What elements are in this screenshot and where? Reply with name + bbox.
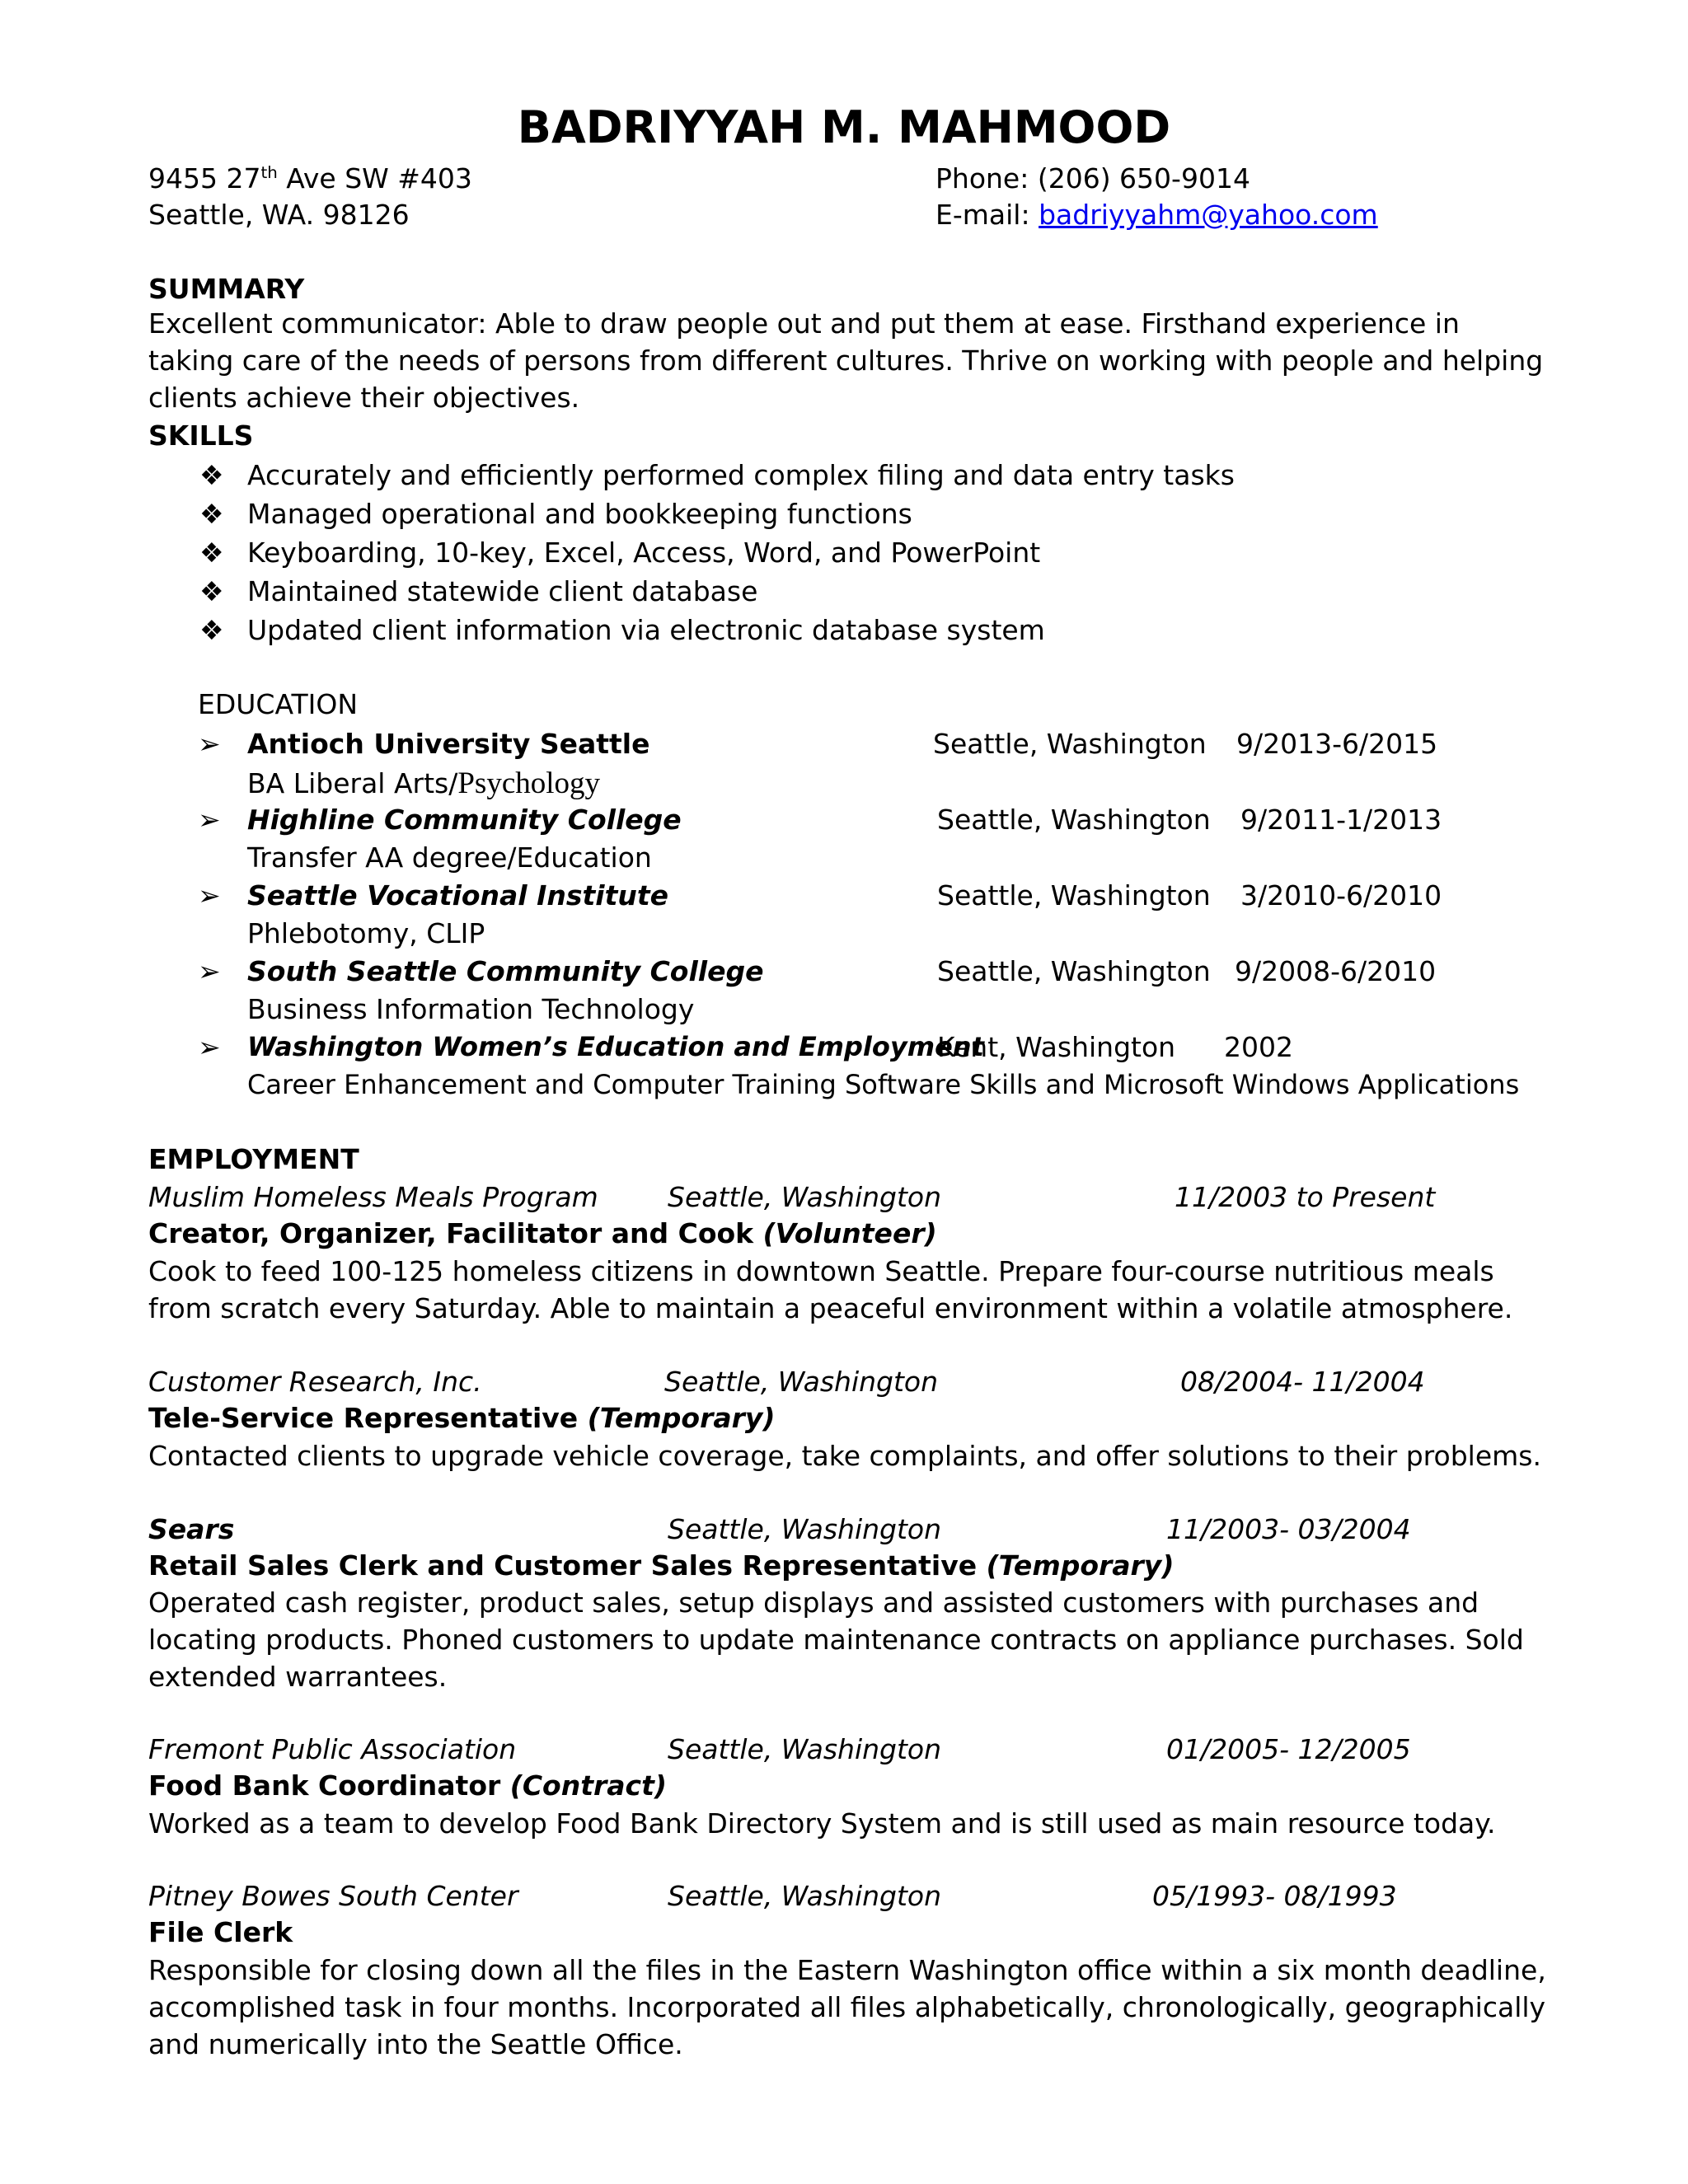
education-dates: 9/2008-6/2010 (1235, 955, 1437, 987)
summary-text: Excellent communicator: Able to draw people out and put them at ease. Firsthand experience in taking care of the needs of persons from different cultures. Thrive on working with people and helping clients achieve their objectives. (148, 307, 1544, 414)
job-description: Operated cash register, product sales, setup displays and assisted customers with purchases and locating products. Phoned customers to update maintenance contracts on appliance purchases. Sold extended warrantees. (148, 1586, 1524, 1693)
job-dates: 01/2005- 12/2005 (1166, 1733, 1411, 1765)
job-description: Cook to feed 100-125 homeless citizens in downtown Seattle. Prepare four-course nutritious meals from scratch every Saturday. Able to maintain a peaceful environment within a volatile atmosphere. (148, 1255, 1513, 1324)
job-employer: Customer Research, Inc. (148, 1366, 482, 1398)
education-location: Seattle, Washington (937, 955, 1211, 987)
education-dates: 9/2011-1/2013 (1240, 804, 1442, 836)
education-detail: Phlebotomy, CLIP (247, 917, 485, 949)
education-school: Seattle Vocational Institute (247, 879, 669, 912)
skill-bullet-icon: ❖ (199, 537, 224, 569)
job-title-text: Creator, Organizer, Facilitator and Cook (148, 1217, 763, 1249)
skill-bullet-icon: ❖ (199, 498, 224, 530)
job-location: Seattle, Washington (664, 1366, 939, 1398)
job-title (148, 1404, 776, 1432)
summary-heading: SUMMARY (148, 273, 305, 305)
email-line (935, 199, 1378, 231)
job-type: (Contract) (509, 1769, 667, 1802)
job-title-text: Retail Sales Clerk and Customer Sales Representative (148, 1549, 987, 1582)
education-detail-text: BA Liberal Arts/ (247, 767, 458, 799)
education-location: Kent, Washington (937, 1031, 1176, 1063)
education-dates: 3/2010-6/2010 (1240, 879, 1442, 912)
education-school: Washington Women’s Education and Employment (247, 1031, 984, 1062)
education-detail (247, 768, 600, 799)
job-dates: 05/1993- 08/1993 (1152, 1880, 1397, 1912)
job-location: Seattle, Washington (668, 1513, 942, 1545)
skills-heading: SKILLS (148, 419, 254, 452)
employment-heading: EMPLOYMENT (148, 1143, 359, 1175)
job-title: File Clerk (148, 1916, 293, 1948)
email-link[interactable]: badriyyahm@yahoo.com (1039, 199, 1378, 231)
address-street: Ave SW #403 (277, 162, 472, 194)
job-type: (Temporary) (986, 1549, 1175, 1582)
job-description: Responsible for closing down all the files in the Eastern Washington office within a six month deadline, accomplished task in four months. Incorporated all files alphabetically, chronologically, geographically and numerically into the Seattle Office. (148, 1954, 1546, 2060)
skill-item: Managed operational and bookkeeping functions (247, 498, 912, 530)
skill-bullet-icon: ❖ (199, 575, 224, 607)
education-detail: Business Information Technology (247, 993, 695, 1025)
job-location: Seattle, Washington (668, 1181, 942, 1213)
job-employer: Muslim Homeless Meals Program (148, 1181, 598, 1213)
skill-item: Maintained statewide client database (247, 575, 758, 607)
education-school: Antioch University Seattle (247, 728, 650, 760)
education-location: Seattle, Washington (933, 728, 1207, 760)
job-dates: 08/2004- 11/2004 (1180, 1366, 1425, 1398)
job-title (148, 1769, 667, 1802)
job-type: (Volunteer) (762, 1217, 937, 1249)
address-ordinal: th (260, 163, 278, 182)
education-location: Seattle, Washington (937, 879, 1211, 912)
education-bullet-icon: ➢ (198, 879, 221, 912)
job-employer: Fremont Public Association (148, 1733, 517, 1765)
job-title-text: Tele-Service Representative (148, 1402, 588, 1434)
skill-item: Keyboarding, 10-key, Excel, Access, Word, and PowerPoint (247, 537, 1041, 569)
education-location: Seattle, Washington (937, 804, 1211, 836)
education-dates: 9/2013-6/2015 (1236, 728, 1438, 760)
job-dates: 11/2003- 03/2004 (1166, 1513, 1411, 1545)
education-dates: 2002 (1224, 1031, 1293, 1063)
education-bullet-icon: ➢ (198, 1031, 221, 1063)
city-line: Seattle, WA. 98126 (148, 199, 410, 231)
phone-line: Phone: (206) 650-9014 (935, 162, 1250, 194)
job-type: (Temporary) (587, 1402, 776, 1434)
resume-name: BADRIYYAH M. MAHMOOD (517, 101, 1171, 153)
job-title (148, 1217, 937, 1249)
job-title (148, 1549, 1175, 1582)
address-number: 9455 27 (148, 162, 261, 194)
education-detail: Career Enhancement and Computer Training Software Skills and Microsoft Windows Applications (247, 1069, 1520, 1100)
address-line (148, 162, 472, 194)
skill-item: Updated client information via electronic database system (247, 614, 1045, 646)
job-dates: 11/2003 to Present (1175, 1181, 1436, 1213)
education-bullet-icon: ➢ (198, 955, 221, 987)
education-detail: Transfer AA degree/Education (247, 841, 652, 874)
skill-bullet-icon: ❖ (199, 614, 224, 646)
email-label: E-mail: (935, 199, 1039, 231)
skill-bullet-icon: ❖ (199, 459, 224, 491)
education-heading: EDUCATION (198, 688, 359, 720)
job-employer: Pitney Bowes South Center (148, 1880, 518, 1912)
job-description: Contacted clients to upgrade vehicle coverage, take complaints, and offer solutions to their problems. (148, 1440, 1541, 1472)
job-description: Worked as a team to develop Food Bank Directory System and is still used as main resource today. (148, 1807, 1496, 1840)
education-bullet-icon: ➢ (198, 728, 221, 760)
education-detail-extra: Psychology (457, 766, 601, 800)
job-employer: Sears (148, 1513, 235, 1545)
education-school: Highline Community College (247, 804, 682, 836)
job-location: Seattle, Washington (668, 1733, 942, 1765)
job-location: Seattle, Washington (668, 1880, 942, 1912)
education-bullet-icon: ➢ (198, 804, 221, 836)
job-title-text: Food Bank Coordinator (148, 1769, 510, 1802)
education-school: South Seattle Community College (247, 955, 764, 987)
skill-item: Accurately and efficiently performed complex filing and data entry tasks (247, 459, 1235, 491)
